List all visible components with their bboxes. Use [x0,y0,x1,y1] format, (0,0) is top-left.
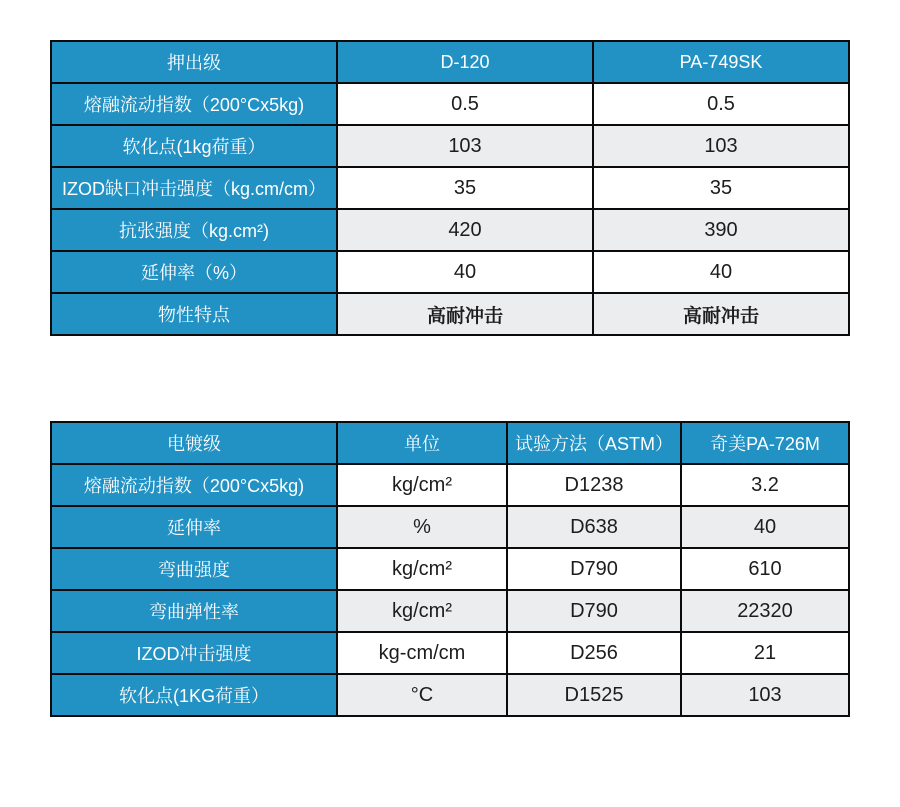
table-row [51,209,849,251]
unit-cell: % [337,506,507,548]
table-row [51,83,849,125]
row-label-cell: 延伸率 [51,506,337,548]
row-label-cell: 熔融流动指数（200°Cx5kg) [51,464,337,506]
value-cell: 40 [337,251,593,293]
extrusion-grade-table [50,40,850,336]
column-header-pa749sk: PA-749SK [593,41,849,83]
unit-cell: kg/cm² [337,464,507,506]
value-cell: 高耐冲击 [337,293,593,335]
row-label-cell: IZOD缺口冲击强度（kg.cm/cm） [51,167,337,209]
row-label-cell: 熔融流动指数（200°Cx5kg) [51,83,337,125]
value-cell: 35 [593,167,849,209]
unit-cell: kg/cm² [337,590,507,632]
table-row [51,251,849,293]
value-cell: 40 [681,506,849,548]
column-header-grade: 电镀级 [51,422,337,464]
table-header-row [51,422,849,464]
row-label-cell: 软化点(1KG荷重） [51,674,337,716]
row-label-cell: 软化点(1kg荷重） [51,125,337,167]
table-row [51,125,849,167]
value-cell: 610 [681,548,849,590]
method-cell: D638 [507,506,681,548]
table-row [51,506,849,548]
column-header-pa726m: 奇美PA-726M [681,422,849,464]
plating-grade-table [50,421,850,717]
value-cell: 35 [337,167,593,209]
method-cell: D790 [507,548,681,590]
value-cell: 40 [593,251,849,293]
table-row [51,590,849,632]
table-header-row [51,41,849,83]
value-cell: 103 [593,125,849,167]
unit-cell: kg/cm² [337,548,507,590]
value-cell: 103 [337,125,593,167]
table-row [51,548,849,590]
value-cell: 0.5 [593,83,849,125]
table-row [51,632,849,674]
row-label-cell: 弯曲弹性率 [51,590,337,632]
column-header-grade: 押出级 [51,41,337,83]
value-cell: 420 [337,209,593,251]
value-cell: 103 [681,674,849,716]
row-label-cell: 物性特点 [51,293,337,335]
table-row [51,674,849,716]
value-cell: 高耐冲击 [593,293,849,335]
value-cell: 0.5 [337,83,593,125]
row-label-cell: 延伸率（%） [51,251,337,293]
column-header-d120: D-120 [337,41,593,83]
method-cell: D790 [507,590,681,632]
table-row [51,293,849,335]
unit-cell: kg-cm/cm [337,632,507,674]
value-cell: 3.2 [681,464,849,506]
row-label-cell: 抗张强度（kg.cm²) [51,209,337,251]
row-label-cell: 弯曲强度 [51,548,337,590]
method-cell: D256 [507,632,681,674]
table-row [51,464,849,506]
value-cell: 390 [593,209,849,251]
method-cell: D1525 [507,674,681,716]
column-header-test-method: 试验方法（ASTM） [507,422,681,464]
table-row [51,167,849,209]
column-header-unit: 单位 [337,422,507,464]
row-label-cell: IZOD冲击强度 [51,632,337,674]
value-cell: 21 [681,632,849,674]
method-cell: D1238 [507,464,681,506]
value-cell: 22320 [681,590,849,632]
unit-cell: °C [337,674,507,716]
